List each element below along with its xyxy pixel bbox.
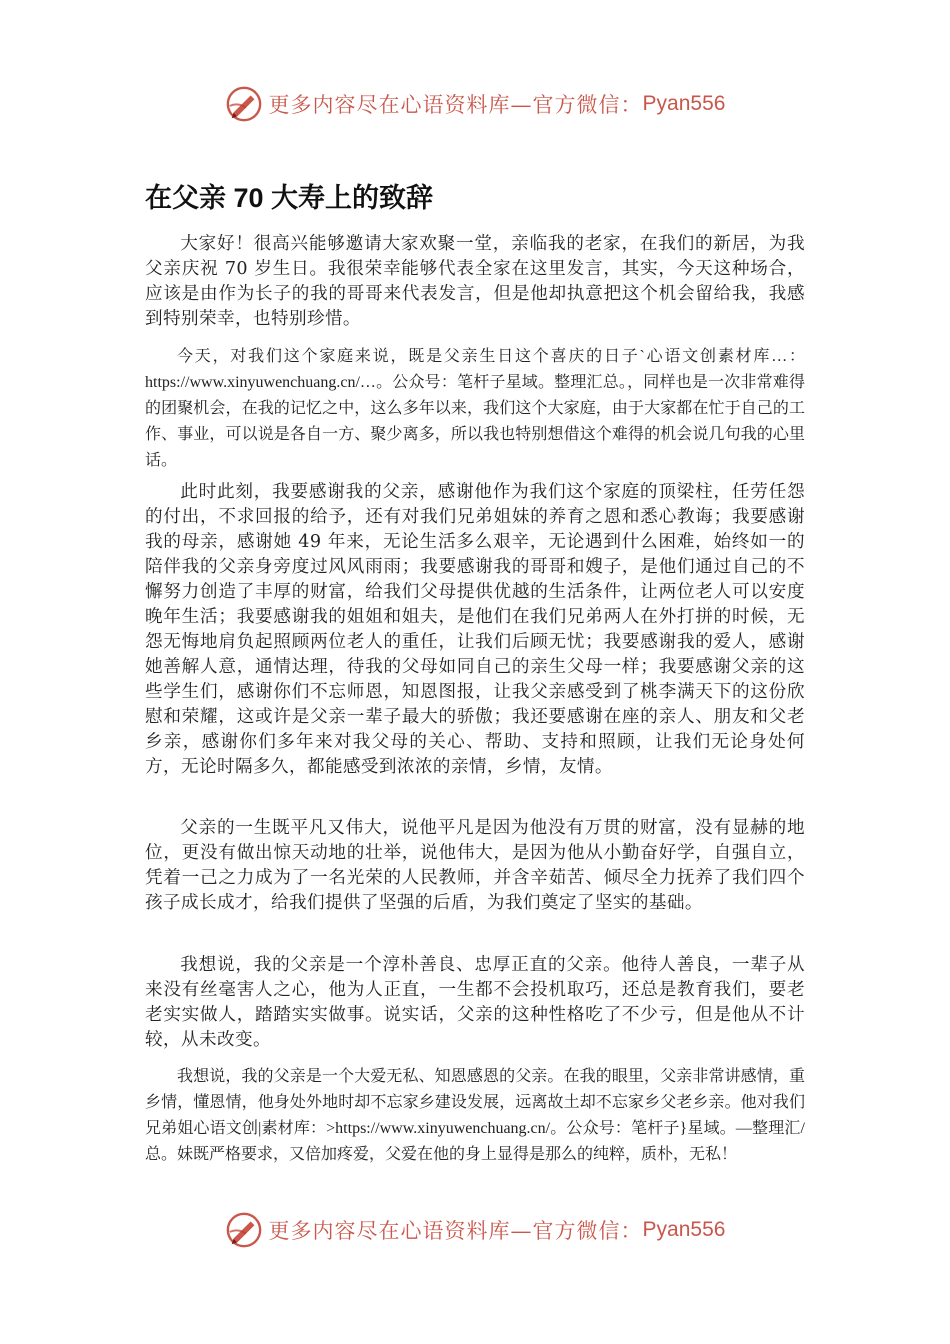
paragraph-thanks: 此时此刻，我要感谢我的父亲，感谢他作为我们这个家庭的顶梁柱，任劳任怨的付出，不求回报的给予，还有对我们兄弟姐妹的养育之恩和悉心教诲；我要感谢我的母亲，感谢她 49 年来，无论生活多么艰辛，无论遇到什么困难，始终如一的陪伴我的父亲身旁度过风风雨雨；我要感谢我的哥哥和嫂子，是他们通过自己的不懈努力创造了丰厚的财富，给我们父母提供优越的生活条件，让两位老人可以安度晚年生活；我要感谢我的姐姐和姐夫，是他们在我们兄弟两人在外打拼的时候，无怨无悔地肩负起照顾两位老人的重任，让我们后顾无忧；我要感谢我的爱人，感谢她善解人意，通情达理，待我的父母如同自己的亲生父母一样；我要感谢父亲的这些学生们，感谢你们不忘师恩，知恩图报，让我父亲感受到了桃李满天下的这份欣慰和荣耀，这或许是父亲一辈子最大的骄傲；我还要感谢在座的亲人、朋友和父老乡亲，感谢你们多年来对我父母的关心、帮助、支持和照顾，让我们无论身处何方，无论时隔多久，都能感受到浓浓的亲情，乡情，友情。 [145, 482, 805, 777]
pen-logo-icon [225, 1211, 263, 1249]
wechat-id: Pyan556 [642, 1218, 726, 1241]
header-banner [0, 82, 950, 126]
paragraph-reunion: 今天，对我们这个家庭来说，既是父亲生日这个喜庆的日子`心语文创素材库…：https://www.xinyuwenchuang.cn/…。公众号：笔杆子星域。整理汇总。，同样也是一次非常难得的团聚机会，在我的记忆之中，这么多年以来，我们这个大家庭，由于大家都在忙于自己的工作、事业，可以说是各自一方、聚少离多，所以我也特别想借这个难得的机会说几句我的心里话。 [145, 348, 805, 469]
paragraph-father-character: 我想说，我的父亲是一个淳朴善良、忠厚正直的父亲。他待人善良，一辈子从来没有丝毫害人之心，他为人正直，一生都不会投机取巧，还总是教育我们，要老老实实做人，踏踏实实做事。说实话，父亲的这种性格吃了不少亏，但是他从不计较，从未改变。 [145, 955, 805, 1050]
footer-banner [0, 1208, 950, 1252]
banner-text: 更多内容尽在心语资料库—官方微信： [268, 1219, 643, 1243]
banner-text: 更多内容尽在心语资料库—官方微信： [268, 93, 643, 117]
pen-logo-icon [225, 85, 263, 123]
document-title: 在父亲 70 大寿上的致辞 [145, 183, 434, 213]
wechat-id: Pyan556 [642, 92, 726, 115]
paragraph-father-life: 父亲的一生既平凡又伟大，说他平凡是因为他没有万贯的财富，没有显赫的地位，更没有做出惊天动地的壮举，说他伟大，是因为他从小勤奋好学，自强自立，凭着一己之力成为了一名光荣的人民教师，并含辛茹苦、倾尽全力抚养了我们四个孩子成长成才，给我们提供了坚强的后盾，为我们奠定了坚实的基础。 [145, 818, 805, 913]
paragraph-father-love: 我想说，我的父亲是一个大爱无私、知恩感恩的父亲。在我的眼里，父亲非常讲感情，重乡情，懂恩情，他身处外地时却不忘家乡建设发展，远离故土却不忘家乡父老乡亲。他对我们兄弟姐心语文创|素材库：>https://www.xinyuwenchuang.cn/。公众号：笔杆子}星域。—整理汇/总。妹既严格要求，又倍加疼爱，父爱在他的身上显得是那么的纯粹，质朴，无私！ [145, 1068, 805, 1163]
paragraph-greeting: 大家好！很高兴能够邀请大家欢聚一堂，亲临我的老家，在我们的新居，为我父亲庆祝 70 岁生日。我很荣幸能够代表全家在这里发言，其实，今天这种场合，应该是由作为长子的我的哥哥来代表发言，但是他却执意把这个机会留给我，我感到特别荣幸，也特别珍惜。 [145, 234, 805, 329]
